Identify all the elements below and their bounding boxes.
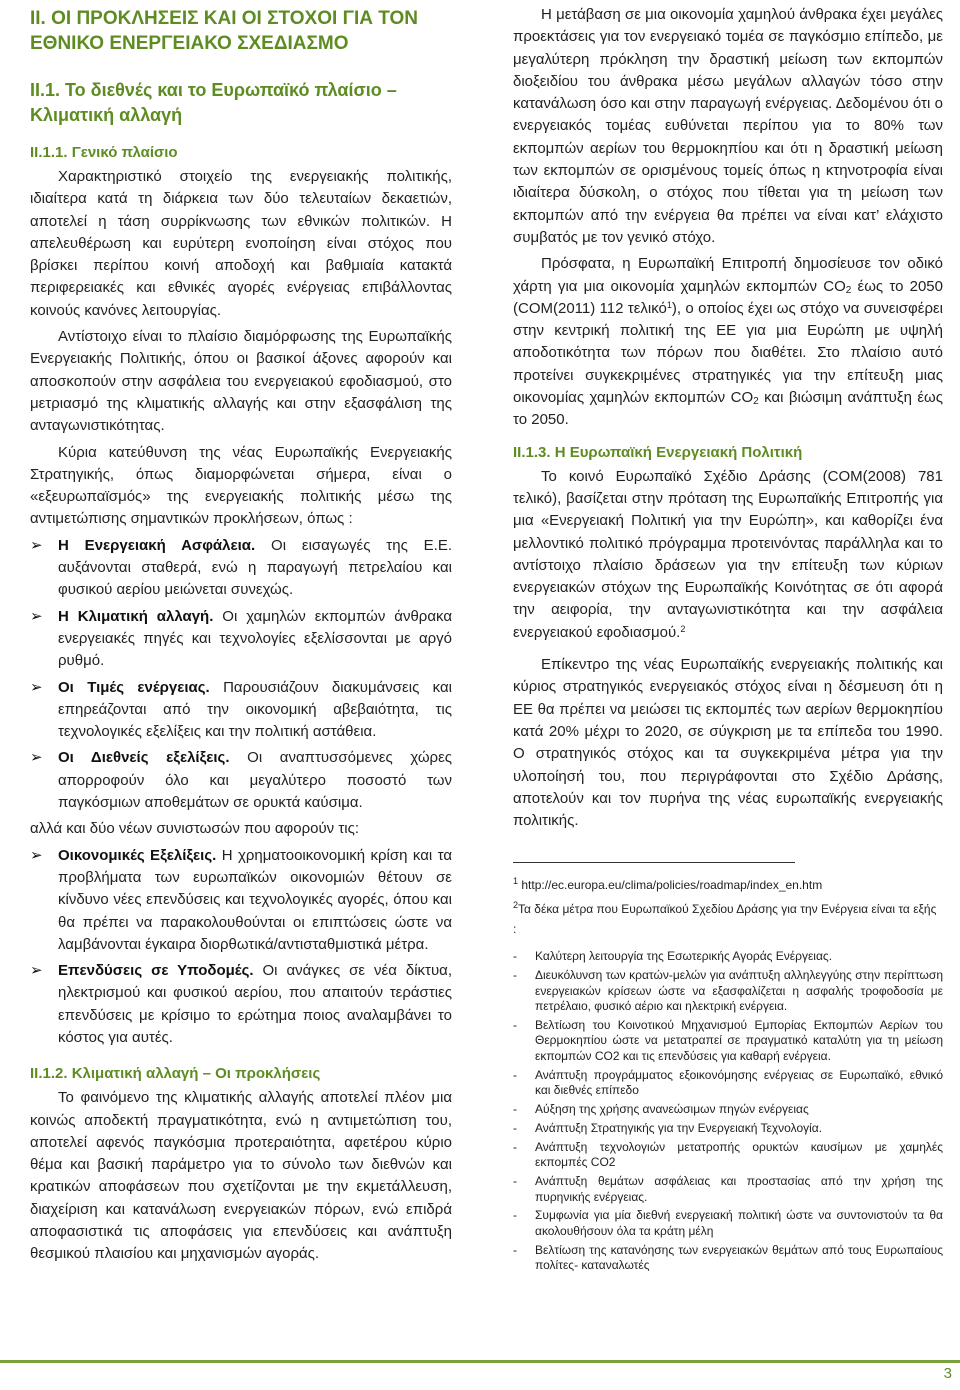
page-number: 3 xyxy=(943,1365,952,1382)
list-item xyxy=(30,535,452,602)
paragraph: Το φαινόμενο της κλιματικής αλλαγής αποτελεί πλέον μια κοινώς αποδεκτή πραγματικότητα, ενώ η αντιμετώπιση του, αποτελεί αφενός παγκόσμια προτεραιότητα, αφετέρου κύριο θέμα και βασική παράμετρο για το σύνολο των διεθνών και κρατικών αποφάσεων που σχετίζονται με την εκμετάλλευση, διαχείριση και κατανάλωση ενεργειακών πόρων, ενώ επιδρά αποφασιστικά τις αποφάσεις για επενδύσεις και ανάπτυξη θεσμικού πλαισίου και μηχανισμών αγοράς. xyxy=(30,1089,452,1263)
footnote-list-item-text: Αύξηση της χρήσης ανανεώσιμων πηγών ενέργειας xyxy=(535,1102,809,1117)
dash-bullet: - xyxy=(513,1018,517,1033)
challenges-list xyxy=(30,535,452,815)
footnote-text: Τα δέκα μέτρα που Ευρωπαϊκού Σχεδίου Δράσης για την Ενέργεια είναι τα εξής : xyxy=(513,902,937,937)
footnote-list-item xyxy=(513,1174,943,1205)
list-item-title: Οι Διεθνείς εξελίξεις. xyxy=(58,749,230,767)
list-item-title: Η Ενεργειακή Ασφάλεια. xyxy=(58,536,256,554)
footnote-list-item xyxy=(513,1121,943,1136)
footnote-list-item-text: Ανάπτυξη Στρατηγικής για την Ενεργειακή Τεχνολογία. xyxy=(535,1120,823,1135)
dash-bullet: - xyxy=(513,1242,517,1257)
footnote-list-item xyxy=(513,1068,943,1099)
arrow-bullet-icon: ➢ xyxy=(30,962,43,980)
subscript: 2 xyxy=(753,396,759,408)
footnote-list-item-text: Διευκόλυνση των κρατών-μελών για ανάπτυξη αλληλεγγύης στην περίπτωση ενεργειακών κρίσεων ώστε να εξασφαλίζεται η ασφαλής τροφοδοσία με πετρέλαιο, φυσικό αέριο και ηλεκτρική ενέργεια. xyxy=(535,968,943,1014)
paragraph: Η μετάβαση σε μια οικονομία χαμηλού άνθρακα έχει μεγάλες προεκτάσεις για τον ενεργειακό τομέα σε παγκόσμιο επίπεδο, με μεγαλύτερη πρόκληση την δραστική μείωση των εκπομπών διοξειδίου του άνθρακα μέσω μεγάλων αλλαγών τόσο στην κατανάλωση όσο και στην παραγωγή ενέργειας. Δεδομένου ότι ο ενεργειακός τομέας ευθύνεται περίπου για το 80% των εκπομπών αερίων του θερμοκηπίου και ότι η δραστική μείωση των εκπομπών σε ορισμένους τομείς όπως η κτηνοτροφία είναι ιδιαίτερα δύσκολη, ο στόχος που τίθεται για τη μείωση των εκπομπών από την ενέργεια θα πρέπει να είναι κατ’ ελάχιστο συμβατός με τον γενικό στόχο. xyxy=(513,6,943,246)
footnote-list-item-text: Ανάπτυξη τεχνολογιών μετατροπής ορυκτών καυσίμων με χαμηλές εκπομπές CO2 xyxy=(535,1139,943,1170)
text-run: ), ο οποίος έχει ως στόχο να συνεισφέρει στην κεντρική πολιτική της ΕΕ για μια Ευρώπη με υψηλή αποδοτικότητα των πόρων που διαθέτει. Στο πλαίσιο αυτό προτείνει συγκεκριμένες στρατηγικές για την επίτευξη μιας οικονομίας χαμηλών εκπομπών CO xyxy=(513,299,944,407)
paragraph: Αντίστοιχο είναι το πλαίσιο διαμόρφωσης της Ευρωπαϊκής Ενεργειακής Πολιτικής, όπου οι βασικοί άξονες αφορούν και αποσκοπούν στην ασφάλεια του ενεργειακού εφοδιασμού, στο μετριασμό της κλιματικής αλλαγής και στην εξασφάλιση της ανταγωνιστικότητας. xyxy=(30,328,452,435)
list-item-text: Η χρηματοοικονομική κρίση και τα προβλήματα των ευρωπαϊκών οικονομιών θέτουν σε κίνδυνο νέες επενδύσεις και τεχνολογικές αγορές, όπου και θα πρέπει να παρακολουθούνται οι επιπτώσεις ώστε να λαμβάνονται έγκαιρα διορθωτικά/αντισταθμιστικά μέτρα. xyxy=(58,846,453,953)
list-item xyxy=(30,677,452,744)
footnote-separator xyxy=(513,862,795,863)
section-heading: ΙΙ.1. Το διεθνές και το Ευρωπαϊκό πλαίσιο – Κλιματική αλλαγή xyxy=(30,80,397,125)
dash-bullet: - xyxy=(513,1174,517,1189)
list-item-title: Η Κλιματική αλλαγή. xyxy=(58,607,214,625)
dash-bullet: - xyxy=(513,1208,517,1223)
footnote-list-item xyxy=(513,1018,943,1064)
footnote-list-item xyxy=(513,1208,943,1239)
footnote-measures-list xyxy=(513,949,943,1273)
arrow-bullet-icon: ➢ xyxy=(30,678,43,696)
subsection-heading-climate: ΙΙ.1.2. Κλιματική αλλαγή – Οι προκλήσεις xyxy=(30,1065,321,1083)
list-item-title: Επενδύσεις σε Υποδομές. xyxy=(58,962,254,980)
chapter-heading: II. ΟΙ ΠΡΟΚΛΗΣΕΙΣ ΚΑΙ ΟΙ ΣΤΟΧΟΙ ΓΙΑ ΤΟΝ ΕΘΝΙΚΟ ΕΝΕΡΓΕΙΑΚΟ ΣΧΕΔΙΑΣΜΟ xyxy=(30,8,419,54)
arrow-bullet-icon: ➢ xyxy=(30,607,43,625)
footer-rule xyxy=(0,1360,960,1363)
paragraph xyxy=(513,253,943,431)
footnote-list-item-text: Συμφωνία για μία διεθνή ενεργειακή πολιτική ώστε να συντονιστούν τα θα ακολουθήσουν όλα τα κράτη μέλη xyxy=(535,1208,943,1238)
dash-bullet: - xyxy=(513,949,517,964)
arrow-bullet-icon: ➢ xyxy=(30,846,43,864)
footnote-link[interactable]: http://ec.europa.eu/clima/policies/roadmap/index_en.htm xyxy=(518,878,823,893)
footnote-list-item xyxy=(513,1243,943,1274)
footnote-list-item-text: Ανάπτυξη προγράμματος εξοικονόμησης ενέργειας σε Ευρωπαϊκό, εθνικό και διεθνές επίπεδο xyxy=(535,1067,943,1098)
paragraph: Κύρια κατεύθυνση της νέας Ευρωπαϊκής Ενεργειακής Στρατηγικής, όπως διαμορφώνεται σήμερα, είναι ο «εξευρωπαϊσμός» της ενεργειακής πολιτικής μέσω της αντιμετώπισης σημαντικών προκλήσεων, όπως : xyxy=(30,443,452,528)
left-column xyxy=(30,0,452,1270)
dash-bullet: - xyxy=(513,1120,517,1135)
list-item-text: Οι αναπτυσσόμενες χώρες απορροφούν όλο και μεγαλύτερο ποσοστό των παγκόσμιων αποθεμάτων σε ορυκτά καύσιμα. xyxy=(58,749,452,812)
arrow-bullet-icon: ➢ xyxy=(30,749,43,767)
list-item xyxy=(30,960,452,1049)
list-item xyxy=(30,845,452,956)
footnote-list-item-text: Ανάπτυξη θεμάτων ασφάλειας και προστασίας από την χρήση της πυρηνικής ενέργειας. xyxy=(535,1174,943,1204)
text-run: Το κοινό Ευρωπαϊκό Σχέδιο Δράσης (COM(2008) 781 τελικό), βασίζεται στην πρόταση της Ευρωπαϊκής Επιτροπής για μια «Ενεργειακή Πολιτική για την Ευρώπη», και καθορίζει ένα μελλοντικό πολιτικό πρόγραμμα προτεινόντας παράλληλα και το αντίστοιχο πλαίσιο δράσεων για την επίτευξη των κύριων ενεργειακών στόχων της Ευρωπαϊκής Κοινότητας σε ότι αφορά την αειφορία, την ανταγωνιστικότητα και την ασφάλεια ενεργειακού εφοδιασμού. xyxy=(513,467,943,641)
list-item-text: Οι εισαγωγές της Ε.Ε. αυξάνονται σταθερά, ενώ η παραγωγή πετρελαίου και φυσικού αερίου μειώνεται συνεχώς. xyxy=(58,536,452,599)
subscript: 2 xyxy=(845,284,852,296)
paragraph: Χαρακτηριστικό στοιχείο της ενεργειακής πολιτικής, ιδιαίτερα κατά τη διάρκεια των δύο τελευταίων δεκαετιών, αποτελεί η τάση συρρίκνωσης των εθνικών πολιτικών. Η απελευθέρωση και ευρύτερη ενοποίηση είναι στόχος που βρίσκει περίπου κοινή αποδοχή και βαθμιαία κατακτά περιφερειακές και εθνικές αγορές ενέργειας επιβάλλοντας κοινούς κανόνες λειτουργίας. xyxy=(30,168,452,319)
footnote-list-item-text: Βελτίωση της κατανόησης των ενεργειακών θεμάτων από τους Ευρωπαίους πολίτες- καταναλωτές xyxy=(535,1242,943,1273)
footnote-list-item xyxy=(513,949,943,964)
footnote-list-item xyxy=(513,1140,943,1171)
paragraph xyxy=(513,466,943,644)
list-item-text: Οι ανάγκες σε νέα δίκτυα, ηλεκτρισμού και φυσικού αερίου, που απαιτούν τεράστιες επενδύσεις με κρίσιμο το ερώτημα ποιος αναλαμβάνει το κόστος για αυτές. xyxy=(58,962,452,1046)
footnote-2 xyxy=(513,899,943,939)
footnote-number: 2 xyxy=(513,900,519,911)
footnote-ref: 2 xyxy=(680,623,686,634)
paragraph: Επίκεντρο της νέας Ευρωπαϊκής ενεργειακής πολιτικής και κύριος στρατηγικός ενεργειακός στόχος είναι η δέσμευση ότι η ΕΕ θα πρέπει να μειώσει τις εκπομπές των αερίων θερμοκηπίου κατά 20% μέχρι το 2020, σε σύγκριση με τα επίπεδα του 1990. Ο στρατηγικός στόχος και τα συγκεκριμένα μέτρα για την υλοποίησή του, που περιγράφονται στο Σχέδιο Δράσης, αποτελούν και τον πυρήνα της νέας ευρωπαϊκής ενεργειακής πολιτικής. xyxy=(513,656,943,830)
list-item-text: Οι χαμηλών εκπομπών άνθρακα ενεργειακές πηγές και τεχνολογίες εξελίσσονται με αργό ρυθμό. xyxy=(58,607,452,670)
footnote-number: 1 xyxy=(513,876,519,887)
subsection-heading-general: ΙΙ.1.1. Γενικό πλαίσιο xyxy=(30,144,178,161)
text-run: και βιώσιμη ανάπτυξη έως το 2050. xyxy=(513,389,943,429)
footnote-list-item xyxy=(513,968,943,1014)
text-run: Πρόσφατα, η Ευρωπαϊκή Επιτροπή δημοσίευσε τον οδικό χάρτη για μια οικονομία χαμηλών εκπομπών CO xyxy=(513,255,943,295)
footnote-list-item-text: Βελτίωση του Κοινοτικού Μηχανισμού Εμπορίας Εκπομπών Αερίων του Θερμοκηπίου ώστε να μετατραπεί σε πραγματικό καταλύτη για τη μείωση εκπομπών CO2 και τις επενδύσεις για καθαρή ενέργεια. xyxy=(535,1018,943,1063)
dash-bullet: - xyxy=(513,1067,517,1082)
list-item-text: Παρουσιάζουν διακυμάνσεις και επηρεάζονται από την οικονομική αβεβαιότητα, τις τεχνολογικές εξελίξεις και την πολιτική αστάθεια. xyxy=(58,678,452,741)
footnote-list-item xyxy=(513,1102,943,1117)
dash-bullet: - xyxy=(513,1139,517,1154)
list-item xyxy=(30,606,452,673)
list-item-title: Οικονομικές Εξελίξεις. xyxy=(58,846,217,864)
footnote-ref: 1 xyxy=(666,299,672,310)
new-components-list xyxy=(30,845,452,1050)
text-run: έως το 2050 (COM(2011) 112 τελικό xyxy=(513,277,943,317)
dash-bullet: - xyxy=(513,1102,517,1117)
dash-bullet: - xyxy=(513,968,517,983)
arrow-bullet-icon: ➢ xyxy=(30,536,43,554)
footnote-1 xyxy=(513,875,943,895)
list-item-title: Οι Τιμές ενέργειας. xyxy=(58,678,210,696)
paragraph: αλλά και δύο νέων συνιστωσών που αφορούν τις: xyxy=(30,820,360,838)
subsection-heading-eu-policy: ΙΙ.1.3. Η Ευρωπαϊκή Ενεργειακή Πολιτική xyxy=(513,443,803,461)
list-item xyxy=(30,747,452,814)
footnote-list-item-text: Καλύτερη λειτουργία της Εσωτερικής Αγοράς Ενέργειας. xyxy=(535,949,833,964)
right-column xyxy=(513,0,943,1277)
